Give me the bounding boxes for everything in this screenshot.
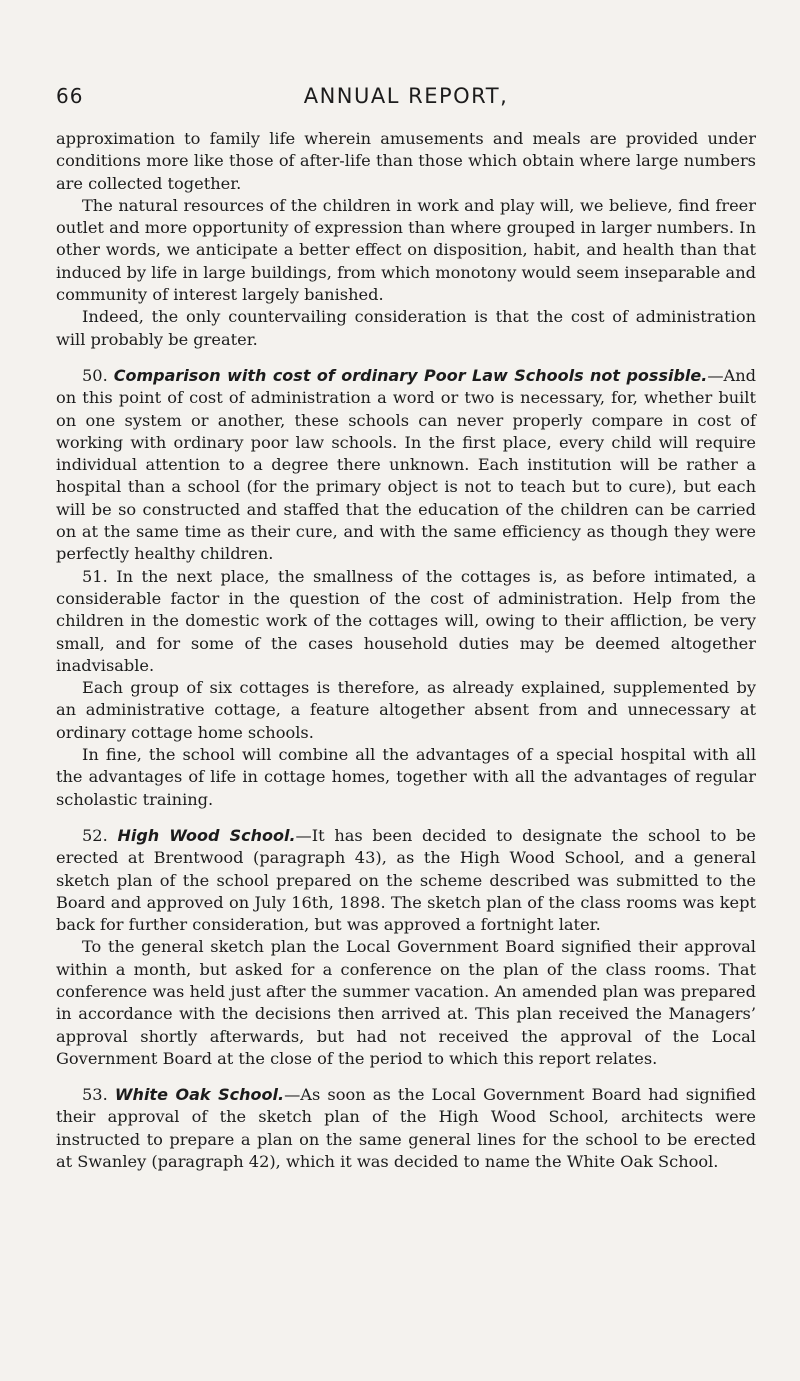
paragraph: Indeed, the only countervailing consideration is that the cost of administration will probably be greater.: [56, 307, 756, 349]
section-number: 53.: [82, 1085, 108, 1105]
paragraph: approximation to family life wherein amusements and meals are provided under conditions more like those of after-life than those which obtain where large numbers are collected together.: [56, 129, 756, 193]
paragraph: In fine, the school will combine all the advantages of a special hospital with all the advantages of life in cottage homes, together with all the advantages of regular scholastic training.: [56, 745, 756, 809]
section-heading: High Wood School.: [117, 825, 296, 845]
running-head: ANNUAL REPORT,: [303, 84, 509, 108]
section-51: 51. In the next place, the smallness of the cottages is, as before intimated, a considerable factor in the question of the cost of administration. Help from the children in the domestic work of the cottages will, owing to their affliction, be very small, and for some of the cases household duties may be deemed altogether inadvisable.: [56, 566, 756, 675]
section-number: 50.: [82, 365, 108, 385]
paragraph: The natural resources of the children in work and play will, we believe, find freer outlet and more opportunity of expression than where grouped in larger numbers. In other words, we anticipate a better effect on disposition, habit, and health than that induced by life in large buildings, from which monotony would seem inseparable and community of interest largely banished.: [56, 195, 756, 305]
section-heading: Comparison with cost of ordinary Poor Law Schools not possible.: [113, 365, 708, 385]
section-text: —As soon as the Local Government Board had signified their approval of the sketch plan of the High Wood School, architects were instructed to prepare a plan on the same general lines for the school to be erected at Swanley (paragraph 42), which it was decided to name the White Oak School.: [56, 1085, 756, 1172]
page-number: 66: [56, 84, 84, 108]
section-heading: White Oak School.: [114, 1085, 285, 1105]
paragraph: To the general sketch plan the Local Government Board signified their approval within a month, but asked for a conference on the plan of the class rooms. That conference was held just after the summer vacation. An amended plan was prepared in accordance with the decisions then arrived at. This plan received the Managers’ approval shortly afterwards, but had not received the approval of the Local Government Board at the close of the period to which this report relates.: [56, 937, 756, 1068]
section-number: 52.: [82, 825, 108, 845]
section-52: [56, 825, 756, 936]
section-50: [56, 365, 756, 566]
paragraph: Each group of six cottages is therefore, as already explained, supplemented by an administrative cottage, a feature altogether absent from and unnecessary at ordinary cottage home schools.: [56, 678, 756, 742]
section-text: —And on this point of cost of administration a word or two is necessary, for, whether built on one system or another, these schools can never properly compare in cost of working with ordinary poor law schools. In the first place, every child will require individual attention to a degree there unknown. Each institution will be rather a hospital than a school (for the primary object is not to teach but to cure), but each will be so constructed and staffed that the education of the children can be carried on at the same time as their cure, and with the same efficiency as though they were perfectly healthy children.: [56, 365, 756, 564]
section-53: [56, 1084, 756, 1173]
section-text: —It has been decided to designate the school to be erected at Brentwood (paragraph 43), as the High Wood School, and a general sketch plan of the school prepared on the scheme described was submitted to the Board and approved on July 16th, 1898. The sketch plan of the class rooms was kept back for further consideration, but was approved a fortnight later.: [56, 825, 756, 935]
page-header: [56, 84, 756, 114]
page-body: [56, 128, 756, 1173]
